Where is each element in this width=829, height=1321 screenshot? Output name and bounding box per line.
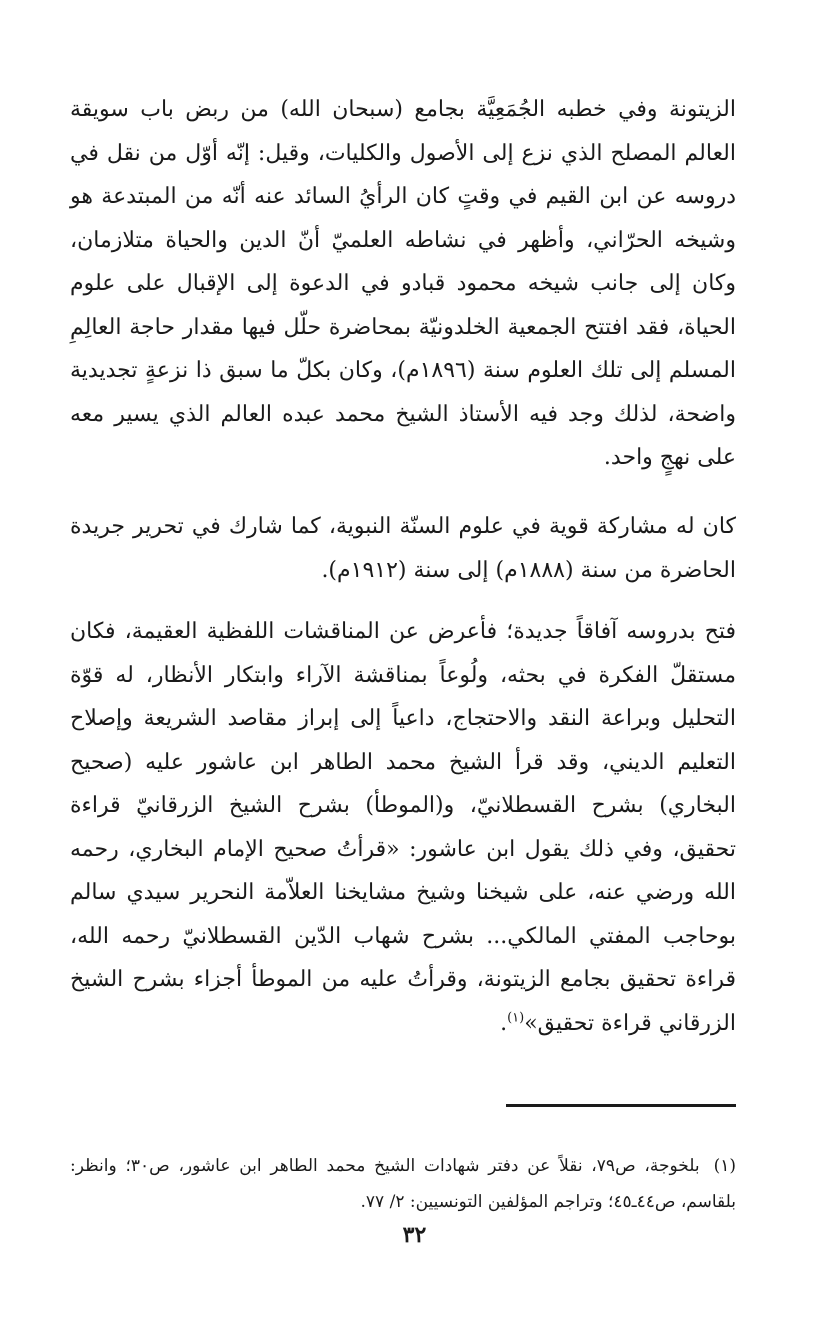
page-number: ٣٢ (402, 1222, 427, 1248)
paragraph-2 (70, 505, 736, 592)
paragraph-1-text: الزيتونة وفي خطبه الجُمَعِيَّة بجامع (سبحان الله) من ربض باب سويقة العالم المصلح الذي نزع إلى الأصول والكليات، وقيل: إنّه أوّل من نقل في دروسه عن ابن القيم في وقتٍ كان الرأيُ السائد عنه أنّه من المبتدعة هو وشيخه الحرّاني، وأظهر في نشاطه العلميّ أنّ الدين والحياة متلازمان، وكان إلى جانب شيخه محمود قبادو في الدعوة إلى الإقبال على علوم الحياة، فقد افتتح الجمعية الخلدونيّة بمحاضرة حلّل فيها مقدار حاجة العالِمِ المسلم إلى تلك العلوم سنة (١٨٩٦م)، وكان بكلّ ما سبق ذا نزعةٍ تجديدية واضحة، لذلك وجد فيه الأستاذ الشيخ محمد عبده العالم الذي يسير معه على نهجٍ واحد. (70, 97, 736, 470)
paragraph-1 (70, 88, 736, 480)
footnote-reference[interactable]: (١) (507, 1010, 525, 1026)
paragraph-3-end: . (500, 1010, 508, 1036)
paragraph-3-text: فتح بدروسه آفاقاً جديدة؛ فأعرض عن المناقشات اللفظية العقيمة، فكان مستقلّ الفكرة في بحثه، ولُوعاً بمناقشة الآراء وابتكار الأنظار، له قوّة التحليل وبراعة النقد والاحتجاج، داعياً إلى إبراز مقاصد الشريعة وإصلاح التعليم الديني، وقد قرأ الشيخ محمد الطاهر ابن عاشور عليه (صحيح البخاري) بشرح القسطلانيّ، و(الموطأ) بشرح الشيخ الزرقانيّ قراءة تحقيق، وفي ذلك يقول ابن عاشور: «قرأتُ صحيح الإمام البخاري، رحمه الله ورضي عنه، على شيخنا وشيخ مشايخنا العلاّمة النحرير سيدي سالم بوحاجب المفتي المالكي... بشرح شهاب الدّين القسطلانيّ رحمه الله، قراءة تحقيق بجامع الزيتونة، وقرأتُ عليه من الموطأ أجزاء بشرح الشيخ الزرقاني قراءة تحقيق» (70, 619, 736, 1036)
footnote (70, 1148, 736, 1220)
paragraph-3-container (70, 610, 736, 1045)
paragraph-2-text: كان له مشاركة قوية في علوم السنّة النبوية، كما شارك في تحرير جريدة الحاضرة من سنة (١٨٨٨م) إلى سنة (١٩١٢م). (70, 514, 736, 583)
paragraph-3 (70, 610, 736, 1045)
footnote-number: (١) (713, 1156, 737, 1176)
footnote-text: بلخوجة، ص٧٩، نقلاً عن دفتر شهادات الشيخ محمد الطاهر ابن عاشور، ص٣٠؛ وانظر: بلقاسم، ص٤٤ـ٤٥؛ وتراجم المؤلفين التونسيين: ٢/ ٧٧. (70, 1156, 736, 1212)
footnote-divider (506, 1104, 736, 1107)
